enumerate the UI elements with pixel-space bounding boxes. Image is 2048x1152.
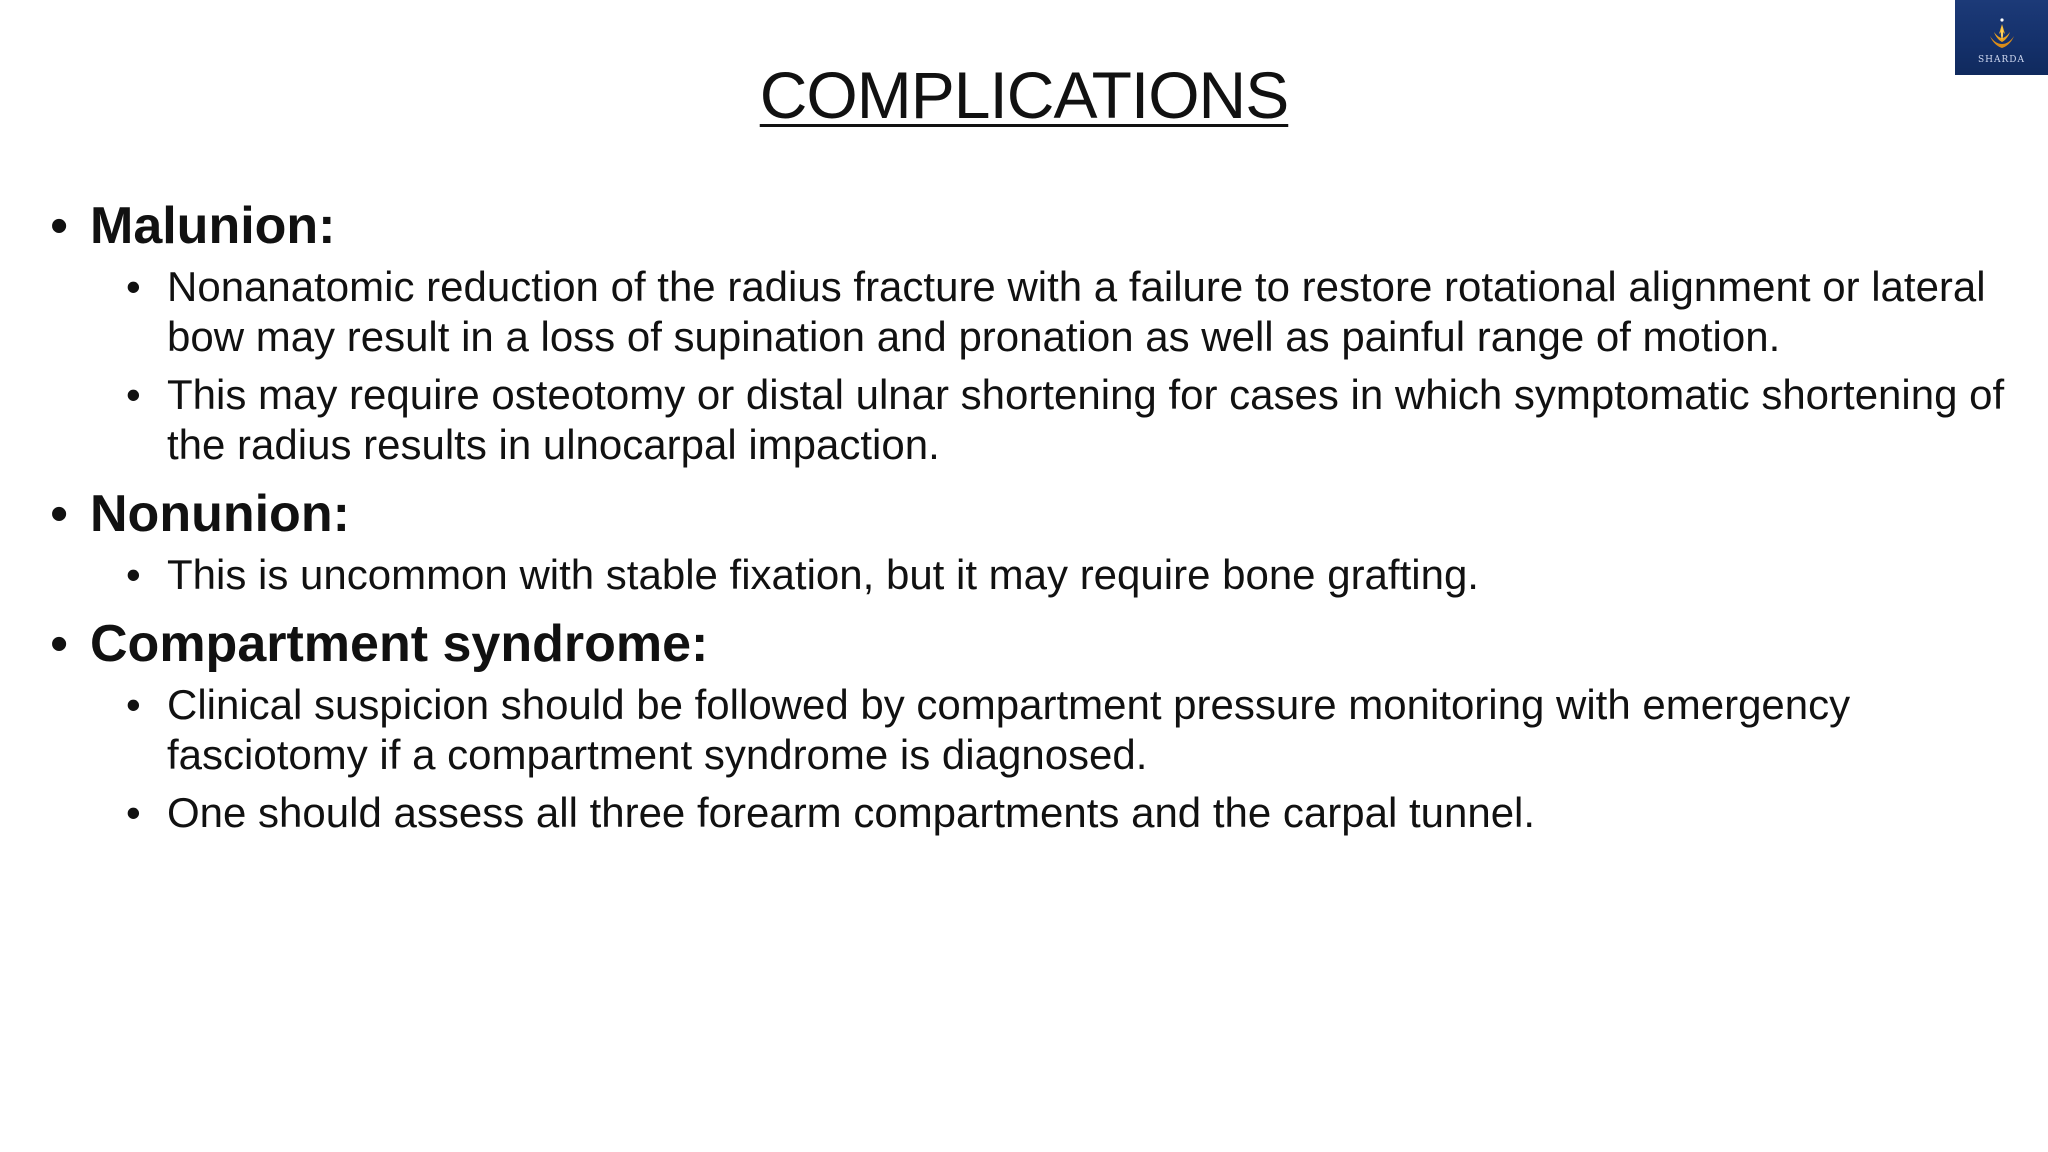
bullet-glyph: • [126, 789, 141, 836]
bullet-glyph: • [126, 371, 141, 418]
bullet-glyph: • [126, 263, 141, 310]
point-text: Nonanatomic reduction of the radius fracture with a failure to restore rotational alignment or lateral bow may result in a loss of supination and pronation as well as painful range of motion. [167, 263, 1986, 360]
slide-title-text: COMPLICATIONS [759, 58, 1289, 132]
complications-list [50, 190, 2010, 846]
bullet-glyph: • [50, 197, 69, 255]
section-compartment-syndrome [50, 608, 2010, 838]
slide-title [0, 56, 2048, 134]
section-heading: Malunion: [90, 197, 336, 255]
list-item [126, 788, 2010, 838]
section-heading: Nonunion: [90, 485, 350, 543]
bullet-glyph: • [50, 485, 69, 543]
section-nonunion [50, 478, 2010, 600]
point-text: One should assess all three forearm compartments and the carpal tunnel. [167, 789, 1536, 836]
sub-list [90, 550, 2010, 600]
section-malunion [50, 190, 2010, 470]
point-text: Clinical suspicion should be followed by compartment pressure monitoring with emergency fasciotomy if a compartment syndrome is diagnosed. [167, 681, 1851, 778]
university-crest-icon [1982, 14, 2022, 54]
list-item [126, 262, 2010, 362]
bullet-glyph: • [126, 681, 141, 728]
sub-list [90, 680, 2010, 838]
point-text: This may require osteotomy or distal ulnar shortening for cases in which symptomatic shortening of the radius results in ulnocarpal impaction. [167, 371, 2005, 468]
list-item [126, 680, 2010, 780]
list-item [126, 550, 2010, 600]
list-item [126, 370, 2010, 470]
section-heading: Compartment syndrome: [90, 615, 709, 673]
point-text: This is uncommon with stable fixation, but it may require bone grafting. [167, 551, 1479, 598]
bullet-glyph: • [126, 551, 141, 598]
sub-list [90, 262, 2010, 470]
logo-text: SHARDA [1977, 55, 2025, 65]
bullet-glyph: • [50, 615, 69, 673]
